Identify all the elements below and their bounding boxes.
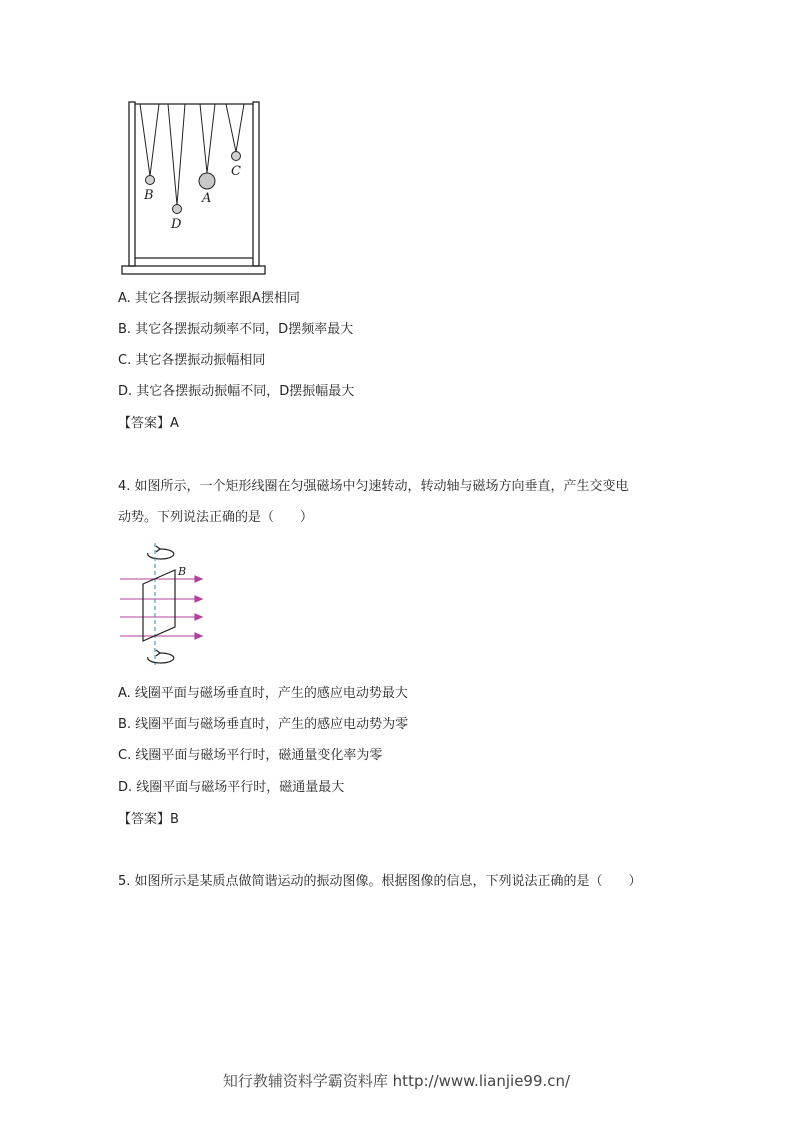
q3-option-c: C. 其它各摆振动振幅相同 <box>118 353 266 368</box>
frame-right-post <box>253 102 259 266</box>
label-C: C <box>231 164 241 179</box>
label-A: A <box>202 191 212 206</box>
q4-option-a: A. 线圈平面与磁场垂直时，产生的感应电动势最大 <box>118 686 408 701</box>
pendulum-B <box>140 104 159 185</box>
q4-stem-line2: 动势。下列说法正确的是（ ） <box>118 510 314 525</box>
q3-option-b: B. 其它各摆振动频率不同，D摆频率最大 <box>118 322 354 337</box>
rotation-arrow-bottom <box>148 650 174 663</box>
label-D: D <box>171 217 182 232</box>
magnetic-field-lines <box>120 576 202 639</box>
pendulum-C <box>226 104 244 161</box>
label-field-B: B <box>178 565 187 578</box>
q4-answer: 【答案】B <box>118 812 179 827</box>
q5-stem: 5. 如图所示是某质点做简谐运动的振动图像。根据图像的信息，下列说法正确的是（ ） <box>118 874 642 889</box>
rectangular-coil <box>143 570 175 641</box>
q4-stem-line1: 4. 如图所示，一个矩形线圈在匀强磁场中匀速转动，转动轴与磁场方向垂直，产生交变电 <box>118 479 629 494</box>
rotating-coil-figure <box>118 543 208 668</box>
q3-option-a: A. 其它各摆振动频率跟A摆相同 <box>118 291 300 306</box>
rotation-arrow-top <box>148 546 174 559</box>
q3-answer: 【答案】A <box>118 416 179 431</box>
q4-option-d: D. 线圈平面与磁场平行时，磁通量最大 <box>118 780 345 795</box>
frame-left-post <box>129 102 135 266</box>
page-footer: 知行教辅资料学霸资料库 http://www.lianjie99.cn/ <box>222 1072 571 1090</box>
q4-option-b: B. 线圈平面与磁场垂直时，产生的感应电动势为零 <box>118 717 409 732</box>
q4-option-c: C. 线圈平面与磁场平行时，磁通量变化率为零 <box>118 748 383 763</box>
pendulum-frame-figure <box>118 98 270 280</box>
frame-base <box>122 266 265 274</box>
pendulum-D <box>168 104 185 214</box>
pendulum-A <box>199 104 215 189</box>
q3-option-d: D. 其它各摆振动振幅不同，D摆振幅最大 <box>118 384 355 399</box>
label-B: B <box>144 188 154 203</box>
